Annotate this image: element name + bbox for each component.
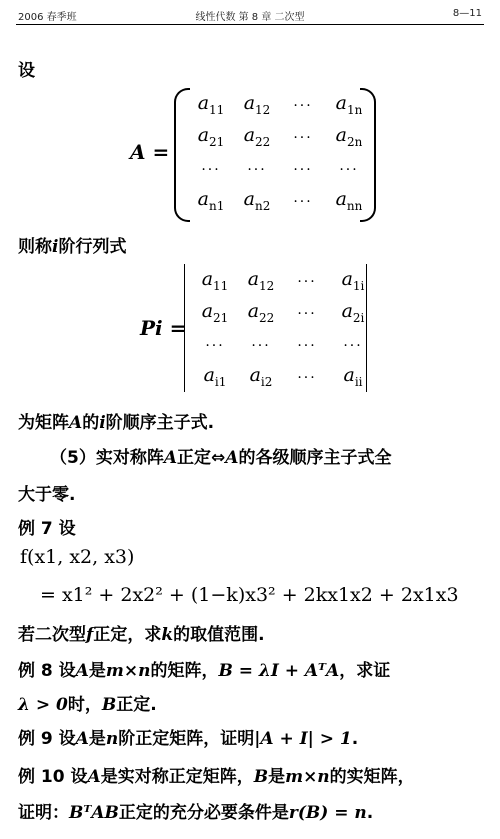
matrix-A-cell-r4-c4: $a_{nn}$ <box>335 188 363 213</box>
example-8-line2 <box>18 690 157 715</box>
matrix-A <box>130 88 380 218</box>
text-wei-i: i <box>99 413 106 433</box>
ex10-l2-mid: 正定的充分必要条件是 <box>118 803 289 823</box>
matrix-A-cell-r1-c1: $a_{11}$ <box>197 92 225 117</box>
ex7-q-f: f <box>86 625 94 645</box>
ex8-l2-mid: 时， <box>67 695 102 715</box>
item5-mid: 正定 <box>177 448 212 468</box>
ex7-q-post: 的取值范围. <box>173 625 265 645</box>
ex10-l2-r: r(B) = n <box>288 803 367 823</box>
matrix-A-cell-r3-c4: ··· <box>339 162 359 178</box>
matrix-A-cell-r3-c3: ··· <box>293 162 313 178</box>
determinant-Pi-cell-r4-c4: $a_{ii}$ <box>343 364 363 389</box>
determinant-Pi-cell-r1-c2: $a_{12}$ <box>247 268 275 293</box>
text-zecheng-pre: 则称 <box>18 237 52 257</box>
example-10-line2 <box>18 798 373 823</box>
determinant-Pi-cell-r4-c3: ··· <box>297 370 317 386</box>
ex8-l2-post: 正定. <box>116 695 157 715</box>
determinant-Pi-cell-r1-c4: $a_{1i}$ <box>341 268 365 293</box>
determinant-Pi-cell-r3-c2: ··· <box>251 338 271 354</box>
ex9-mid1: 是 <box>88 729 106 749</box>
determinant-Pi-cell-r1-c1: $a_{11}$ <box>201 268 229 293</box>
ex10-pre: 例 10 设 <box>18 767 88 787</box>
ex7-q-mid: 正定，求 <box>93 625 162 645</box>
matrix-A-cell-r1-c4: $a_{1n}$ <box>335 92 363 117</box>
ex10-A: A <box>87 767 101 787</box>
ex10-mid1: 是实对称正定矩阵， <box>100 767 254 787</box>
example-10-line1 <box>18 762 415 787</box>
determinant-Pi-cell-r3-c1: ··· <box>205 338 225 354</box>
header-center: 线性代数 第 8 章 二次型 <box>195 12 305 23</box>
ex10-l2-post: . <box>366 803 374 823</box>
header-left: 2006 春季班 <box>18 12 77 23</box>
ex8-A: A <box>75 661 89 681</box>
text-wei-post: 阶顺序主子式. <box>105 413 215 433</box>
iff-arrow-icon: ⇔ <box>211 448 226 468</box>
example-9 <box>18 724 358 749</box>
ex9-formula: |A + I| > 1 <box>254 729 352 749</box>
ex10-l2-pre: 证明： <box>18 803 69 823</box>
ex7-q-pre: 若二次型 <box>18 625 86 645</box>
text-she: 设 <box>18 61 35 81</box>
header-page-number: 8—11 <box>452 8 482 19</box>
ex9-post: . <box>351 729 359 749</box>
ex8-formula: B = λI + AᵀA <box>218 661 340 681</box>
determinant-Pi-label: Pi = <box>140 316 187 340</box>
ex8-mid1: 是 <box>88 661 106 681</box>
ex8-mid2: 的矩阵， <box>150 661 219 681</box>
determinant-Pi-cell-r2-c1: $a_{21}$ <box>201 300 229 325</box>
ex9-mid2: 阶正定矩阵，证明 <box>118 729 255 749</box>
ex10-post: 的实矩阵， <box>329 767 415 787</box>
ex8-mxn: m×n <box>105 661 151 681</box>
matrix-A-cell-r2-c2: $a_{22}$ <box>243 124 271 149</box>
determinant-Pi-cell-r3-c4: ··· <box>343 338 363 354</box>
text-zecheng-post: 阶行列式 <box>58 237 127 257</box>
determinant-Pi-cell-r2-c4: $a_{2i}$ <box>341 300 365 325</box>
determinant-Pi-cell-r4-c2: $a_{i2}$ <box>249 364 273 389</box>
determinant-Pi-cell-r4-c1: $a_{i1}$ <box>203 364 227 389</box>
matrix-A-cell-r2-c3: ··· <box>293 130 313 146</box>
text-item5 <box>50 443 392 468</box>
ex10-l2-f: BᵀAB <box>69 803 119 823</box>
text-zecheng <box>18 232 126 257</box>
matrix-A-cell-r4-c3: ··· <box>293 194 313 210</box>
ex10-mxn: m×n <box>285 767 330 787</box>
ex10-B: B <box>253 767 269 787</box>
item5-A: A <box>163 448 178 468</box>
item5-pre: （5）实对称阵 <box>50 448 164 468</box>
example-8-line1 <box>18 656 390 681</box>
item5-A2: A <box>225 448 239 468</box>
matrix-A-cell-r3-c1: ··· <box>201 162 221 178</box>
formula-7-line1: f(x1, x2, x3) <box>20 546 135 568</box>
item5-post: 的各级顺序主子式全 <box>238 448 392 468</box>
header-rule <box>16 24 484 25</box>
determinant-Pi-cell-r2-c3: ··· <box>297 306 317 322</box>
text-wei <box>18 408 214 433</box>
matrix-A-cell-r1-c2: $a_{12}$ <box>243 92 271 117</box>
ex8-l2-pre: λ > 0 <box>18 695 68 715</box>
determinant-Pi-cell-r3-c3: ··· <box>297 338 317 354</box>
ex8-l2-B: B <box>101 695 117 715</box>
matrix-A-label: A = <box>130 140 170 164</box>
text-item5-cont: 大于零. <box>18 485 76 505</box>
text-wei-mid: 的 <box>82 413 100 433</box>
ex9-pre: 例 9 设 <box>18 729 76 749</box>
determinant-Pi-cell-r2-c2: $a_{22}$ <box>247 300 275 325</box>
matrix-A-cell-r3-c2: ··· <box>247 162 267 178</box>
formula-7-line2: = x1² + 2x2² + (1−k)x3² + 2kx1x2 + 2x1x3 <box>40 584 459 606</box>
matrix-A-cell-r1-c3: ··· <box>293 98 313 114</box>
determinant-Pi-cell-r1-c3: ··· <box>297 274 317 290</box>
ex9-n: n <box>105 729 119 749</box>
matrix-A-cell-r4-c2: $a_{n2}$ <box>243 188 271 213</box>
determinant-Pi <box>140 264 380 392</box>
text-zecheng-var: i <box>52 237 59 257</box>
example-7-heading: 例 7 设 <box>18 519 76 539</box>
text-wei-pre: 为矩阵 <box>18 413 69 433</box>
page-header <box>16 8 484 24</box>
ex10-mid2: 是 <box>268 767 286 787</box>
matrix-A-cell-r2-c4: $a_{2n}$ <box>335 124 363 149</box>
ex8-post: ，求证 <box>339 661 391 681</box>
ex8-pre: 例 8 设 <box>18 661 76 681</box>
text-wei-A: A <box>69 413 83 433</box>
example-7-question <box>18 620 265 645</box>
ex7-q-k: k <box>161 625 174 645</box>
matrix-A-cell-r2-c1: $a_{21}$ <box>197 124 225 149</box>
matrix-A-cell-r4-c1: $a_{n1}$ <box>197 188 225 213</box>
ex9-A: A <box>75 729 89 749</box>
